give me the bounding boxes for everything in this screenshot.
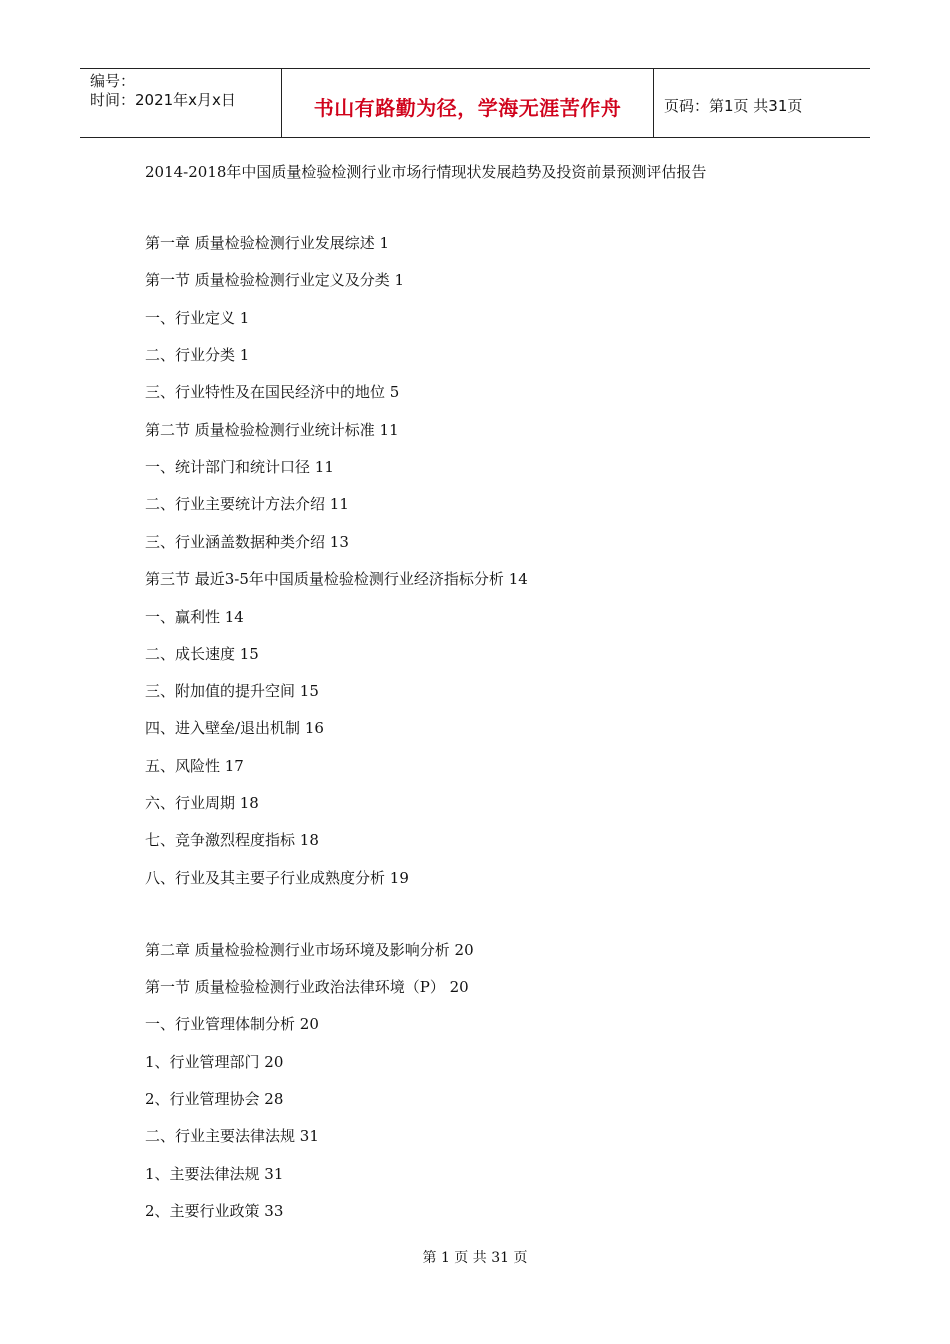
toc-entry: 三、行业特性及在国民经济中的地位 5 bbox=[145, 383, 400, 401]
toc-entry: 三、行业涵盖数据种类介绍 13 bbox=[145, 533, 349, 551]
toc-entry: 第一节 质量检验检测行业政治法律环境（P） 20 bbox=[145, 978, 469, 996]
toc-entry: 三、附加值的提升空间 15 bbox=[145, 682, 319, 700]
toc-entry: 二、行业主要法律法规 31 bbox=[145, 1127, 319, 1145]
document-header bbox=[80, 68, 870, 138]
toc-entry: 八、行业及其主要子行业成熟度分析 19 bbox=[145, 869, 409, 887]
toc-entry: 第一章 质量检验检测行业发展综述 1 bbox=[145, 234, 390, 252]
toc-entry: 一、行业管理体制分析 20 bbox=[145, 1015, 319, 1033]
page-info: 页码：第1页 共31页 bbox=[664, 97, 803, 115]
toc-entry: 2、行业管理协会 28 bbox=[145, 1090, 284, 1108]
toc-entry: 1、行业管理部门 20 bbox=[145, 1053, 284, 1071]
toc-entry: 第二节 质量检验检测行业统计标准 11 bbox=[145, 421, 399, 439]
toc-entry: 一、统计部门和统计口径 11 bbox=[145, 458, 334, 476]
header-meta-cell bbox=[80, 69, 281, 137]
header-page-cell bbox=[654, 69, 870, 137]
toc-entry: 一、赢利性 14 bbox=[145, 608, 244, 626]
motto-text: 书山有路勤为径，学海无涯苦作舟 bbox=[313, 96, 622, 120]
header-motto-cell bbox=[281, 69, 654, 137]
toc-entry: 六、行业周期 18 bbox=[145, 794, 259, 812]
page-footer: 第 1 页 共 31 页 bbox=[422, 1250, 528, 1266]
toc-entry: 四、进入壁垒/退出机制 16 bbox=[145, 719, 324, 737]
toc-entry: 七、竞争激烈程度指标 18 bbox=[145, 831, 319, 849]
toc-entry: 五、风险性 17 bbox=[145, 757, 244, 775]
toc-entry: 二、行业主要统计方法介绍 11 bbox=[145, 495, 349, 513]
toc-entry: 二、成长速度 15 bbox=[145, 645, 259, 663]
toc-entry: 第三节 最近3-5年中国质量检验检测行业经济指标分析 14 bbox=[145, 570, 528, 588]
toc-entry: 2、主要行业政策 33 bbox=[145, 1202, 284, 1220]
document-title: 2014-2018年中国质量检验检测行业市场行情现状发展趋势及投资前景预测评估报告 bbox=[145, 163, 707, 181]
number-label: 编号： bbox=[90, 72, 136, 90]
toc-entry: 第一节 质量检验检测行业定义及分类 1 bbox=[145, 271, 405, 289]
toc-entry: 1、主要法律法规 31 bbox=[145, 1165, 284, 1183]
toc-entry: 二、行业分类 1 bbox=[145, 346, 250, 364]
toc-entry: 一、行业定义 1 bbox=[145, 309, 250, 327]
time-label: 时间：2021年x月x日 bbox=[90, 91, 236, 109]
toc-entry: 第二章 质量检验检测行业市场环境及影响分析 20 bbox=[145, 941, 474, 959]
